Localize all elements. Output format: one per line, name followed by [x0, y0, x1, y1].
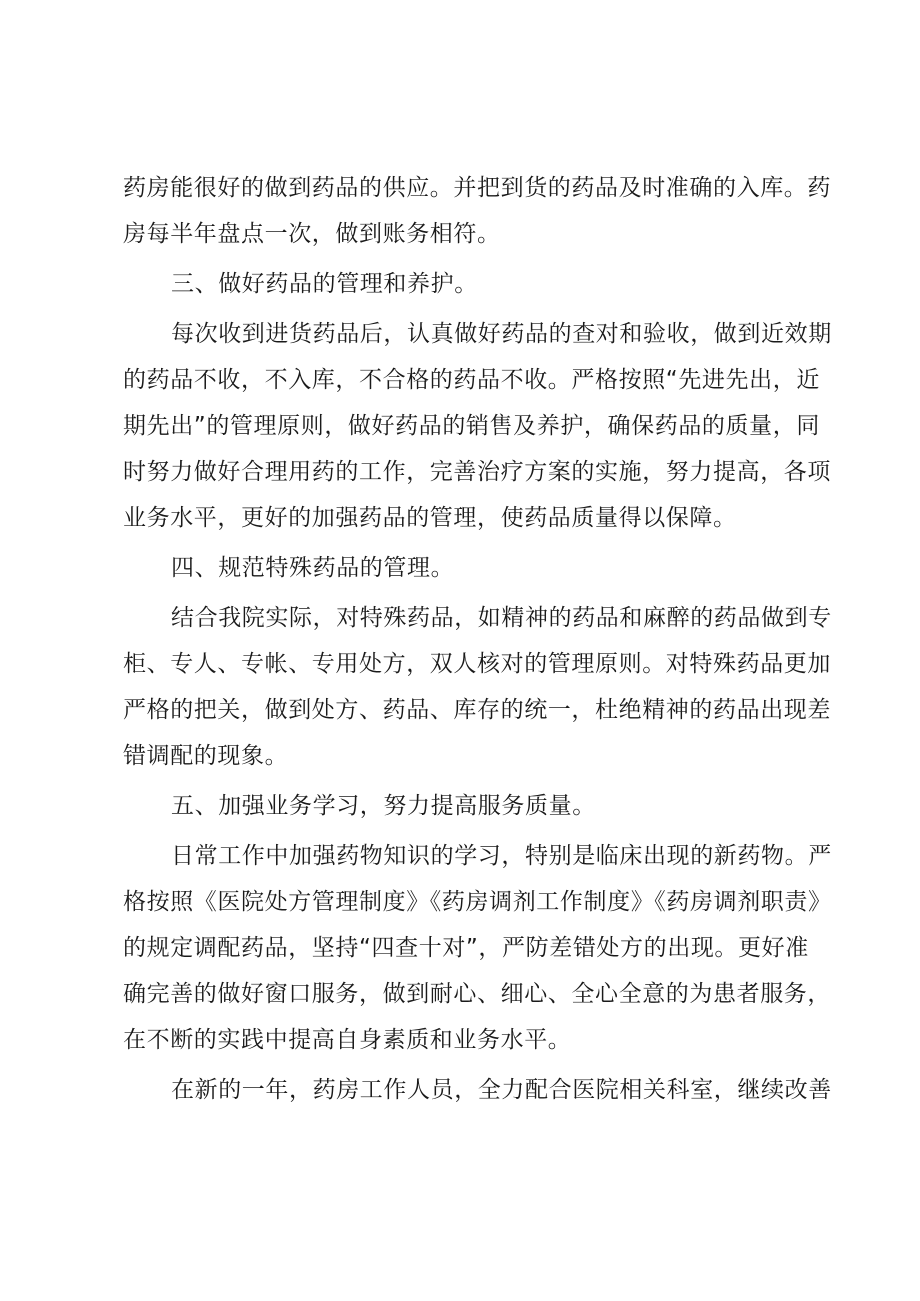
paragraph-line: 结合我院实际，对特殊药品，如精神的药品和麻醉的药品做到专: [171, 605, 832, 631]
paragraph-line: 房每半年盘点一次，做到账务相符。: [123, 221, 501, 247]
paragraph-line: 时努力做好合理用药的工作，完善治疗方案的实施，努力提高，各项: [123, 459, 831, 485]
paragraph-line: 严格的把关，做到处方、药品、库存的统一，杜绝精神的药品出现差: [123, 697, 831, 723]
paragraph-line: 期先出”的管理原则，做好药品的销售及养护，确保药品的质量，同: [123, 413, 820, 439]
paragraph-line: 的药品不收，不入库，不合格的药品不收。严格按照“先进先出，近: [123, 367, 820, 393]
section-heading-3: 三、做好药品的管理和养护。: [171, 271, 478, 297]
paragraph-line: 的规定调配药品，坚持“四查十对”，严防差错处方的出现。更好准: [123, 935, 809, 961]
document-body: [123, 165, 832, 1113]
paragraph-line: 确完善的做好窗口服务，做到耐心、细心、全心全意的为患者服务，: [123, 981, 831, 1007]
section-heading-4: 四、规范特殊药品的管理。: [171, 555, 455, 581]
paragraph-line: 每次收到进货药品后，认真做好药品的查对和验收，做到近效期: [171, 321, 832, 347]
paragraph-line: 在不断的实践中提高自身素质和业务水平。: [123, 1027, 572, 1053]
paragraph-line: 业务水平，更好的加强药品的管理，使药品质量得以保障。: [123, 505, 737, 531]
paragraph-line: 柜、专人、专帐、专用处方，双人核对的管理原则。对特殊药品更加: [123, 651, 831, 677]
paragraph-line: 药房能很好的做到药品的供应。并把到货的药品及时准确的入库。药: [123, 175, 831, 201]
paragraph-line: 在新的一年，药房工作人员，全力配合医院相关科室，继续改善: [171, 1077, 832, 1103]
paragraph-line: 日常工作中加强药物知识的学习，特别是临床出现的新药物。严: [171, 843, 832, 869]
section-heading-5: 五、加强业务学习，努力提高服务质量。: [171, 793, 596, 819]
paragraph-line: 错调配的现象。: [123, 743, 289, 769]
paragraph-line: 格按照《医院处方管理制度》《药房调剂工作制度》《药房调剂职责》: [123, 889, 832, 915]
